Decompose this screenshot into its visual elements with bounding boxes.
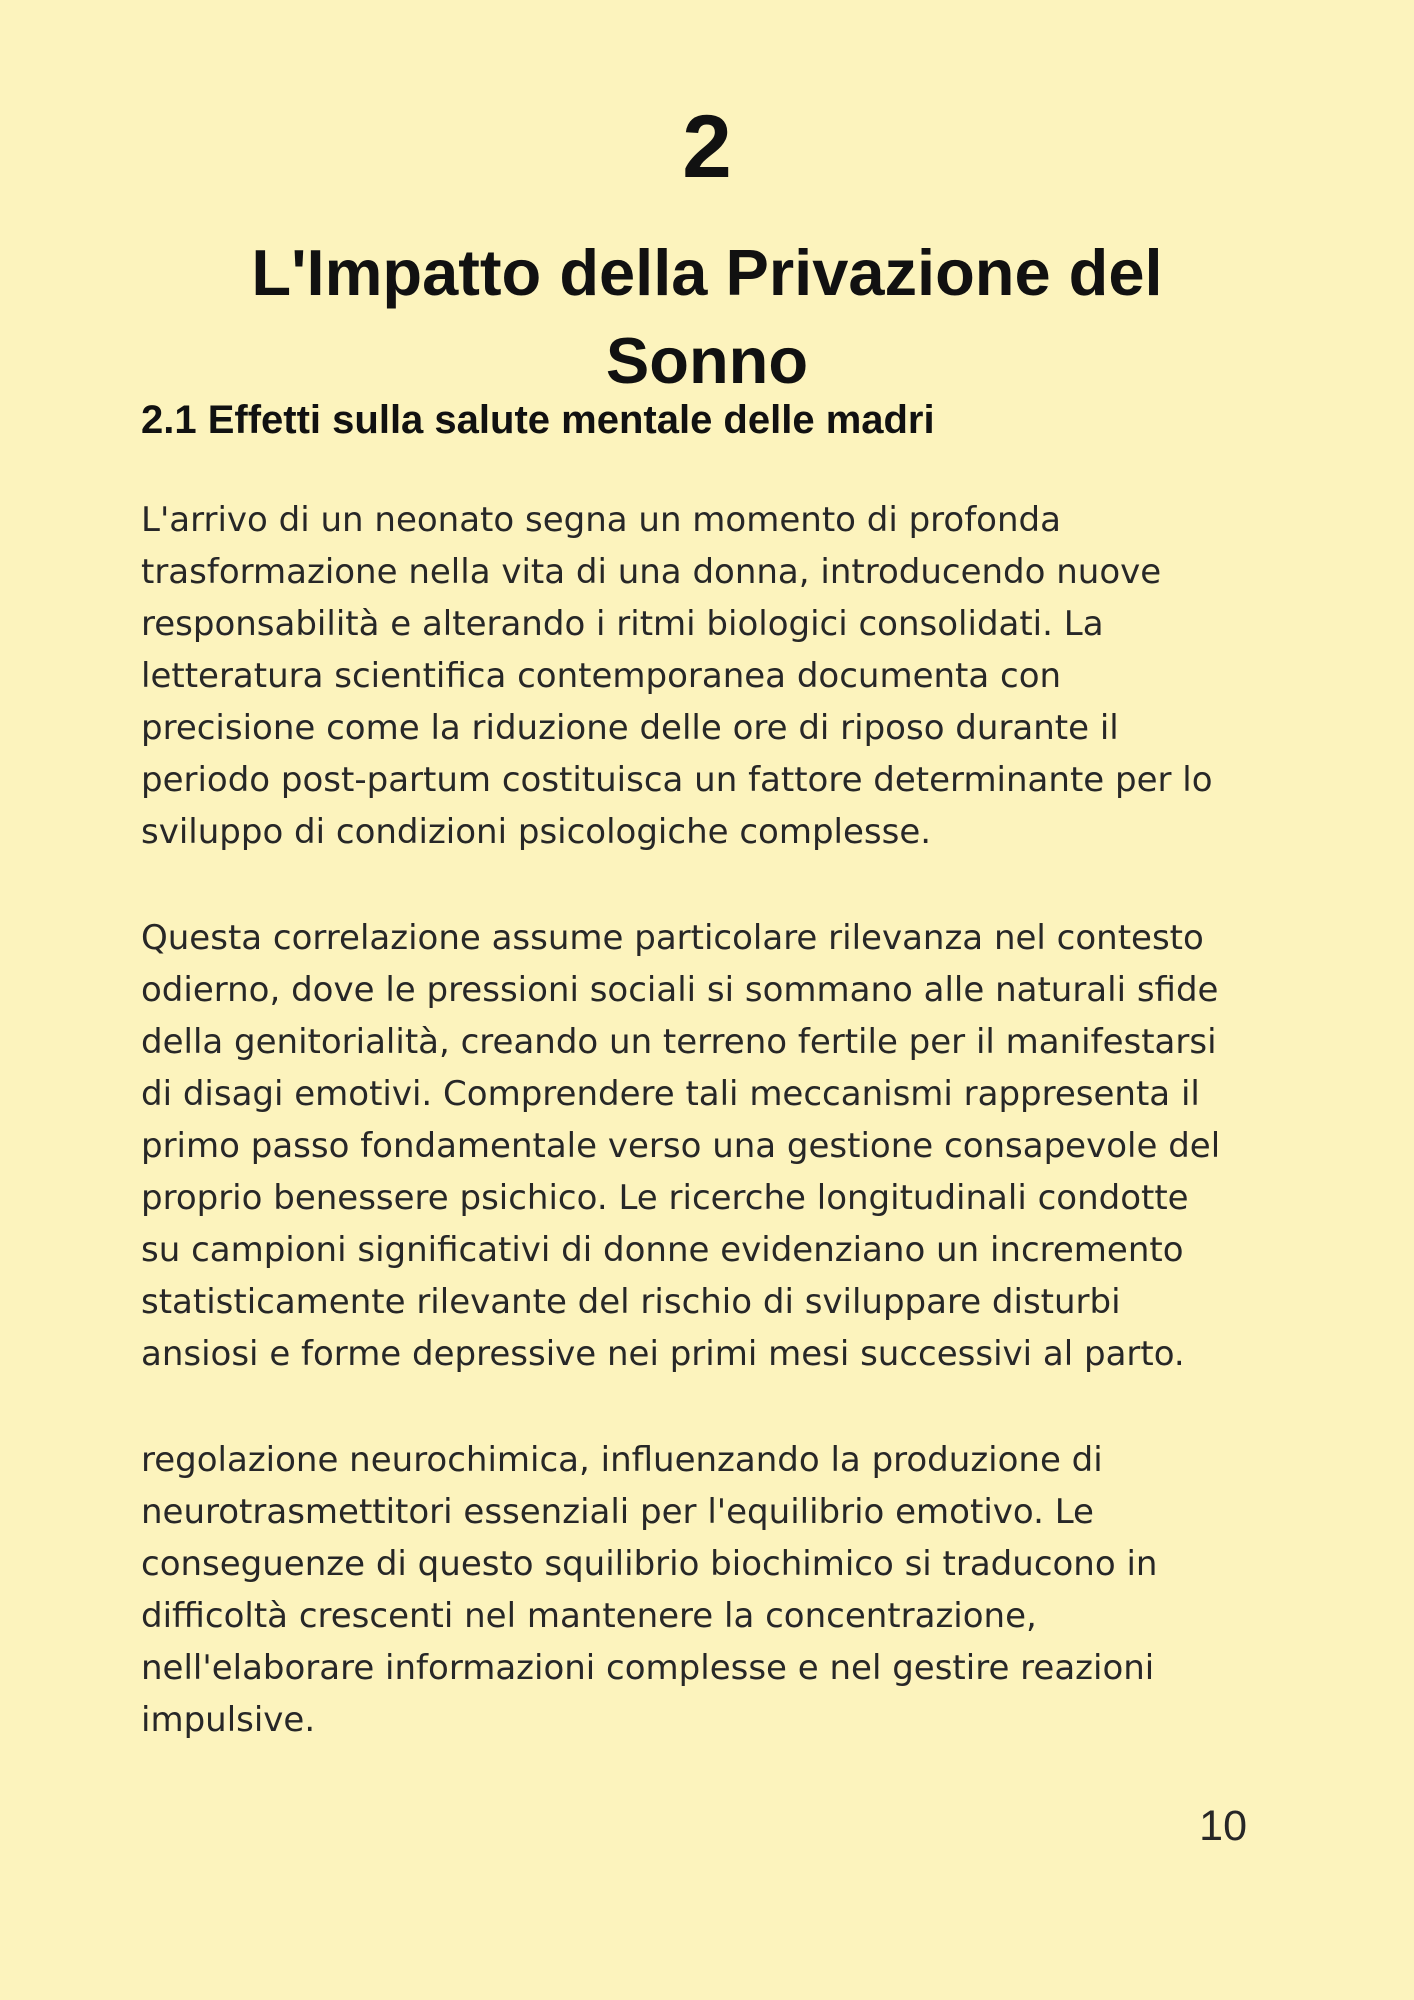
text-line: periodo post-partum costituisca un fattore determinante per lo: [141, 760, 1213, 800]
body-text: [141, 494, 1247, 1746]
paragraph: [141, 912, 1247, 1380]
text-line: statisticamente rilevante del rischio di sviluppare disturbi: [141, 1282, 1121, 1322]
text-line: L'Impatto della Privazione del: [251, 236, 1163, 309]
text-line: neurotrasmettitori essenziali per l'equilibrio emotivo. Le: [141, 1492, 1094, 1532]
text-line: su campioni significativi di donne evidenziano un incremento: [141, 1230, 1184, 1270]
text-line: conseguenze di questo squilibrio biochimico si traducono in: [141, 1544, 1158, 1584]
text-line: L'arrivo di un neonato segna un momento di profonda: [141, 500, 1061, 540]
text-line: impulsive.: [141, 1700, 316, 1740]
text-line: letteratura scientifica contemporanea documenta con: [141, 656, 1062, 696]
text-line: trasformazione nella vita di una donna, introducendo nuove: [141, 552, 1162, 592]
text-line: primo passo fondamentale verso una gestione consapevole del: [141, 1126, 1221, 1166]
chapter-number: 2: [682, 96, 732, 196]
text-line: proprio benessere psichico. Le ricerche longitudinali condotte: [141, 1178, 1189, 1218]
paragraph: [141, 1434, 1247, 1746]
paragraph: [141, 494, 1247, 858]
text-line: Questa correlazione assume particolare rilevanza nel contesto: [141, 918, 1204, 958]
text-line: responsabilità e alterando i ritmi biologici consolidati. La: [141, 604, 1104, 644]
text-line: ansiosi e forme depressive nei primi mesi successivi al parto.: [141, 1334, 1185, 1374]
text-line: sviluppo di condizioni psicologiche complesse.: [141, 812, 932, 852]
text-line: di disagi emotivi. Comprendere tali meccanismi rappresenta il: [141, 1074, 1200, 1114]
chapter-title: [141, 229, 1273, 405]
text-line: della genitorialità, creando un terreno fertile per il manifestarsi: [141, 1022, 1217, 1062]
page-number: 10: [1199, 1802, 1247, 1850]
text-line: regolazione neurochimica, influenzando la produzione di: [141, 1440, 1103, 1480]
text-line: nell'elaborare informazioni complesse e nel gestire reazioni: [141, 1648, 1155, 1688]
section-heading: 2.1 Effetti sulla salute mentale delle madri: [141, 398, 935, 442]
text-line: Sonno: [605, 324, 809, 397]
text-line: precisione come la riduzione delle ore di riposo durante il: [141, 708, 1119, 748]
text-line: difficoltà crescenti nel mantenere la concentrazione,: [141, 1596, 1037, 1636]
text-line: odierno, dove le pressioni sociali si sommano alle naturali sfide: [141, 970, 1219, 1010]
